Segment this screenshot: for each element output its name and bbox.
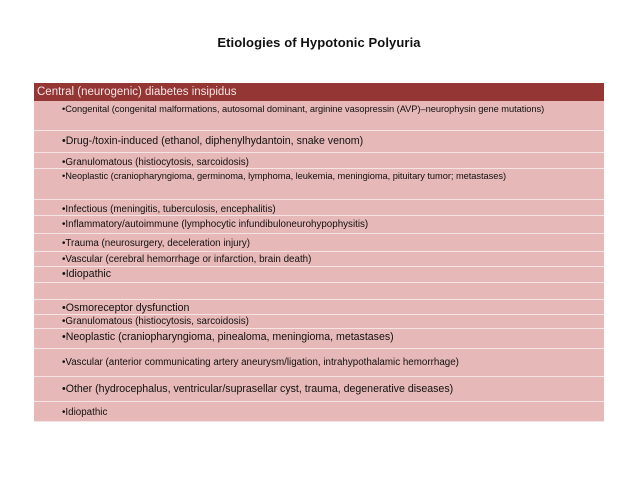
row-text: •Infectious (meningitis, tuberculosis, encephalitis) (62, 204, 276, 215)
row-text: •Vascular (anterior communicating artery aneurysm/ligation, intrahypothalamic hemorrhage) (62, 357, 459, 368)
row-text: •Other (hydrocephalus, ventricular/suprasellar cyst, trauma, degenerative diseases) (62, 383, 454, 395)
table-row (34, 169, 604, 200)
row-text: •Idiopathic (62, 407, 108, 418)
page-title: Etiologies of Hypotonic Polyuria (217, 35, 421, 50)
table-row (34, 200, 604, 216)
table-row (34, 349, 604, 377)
table-row (34, 252, 604, 267)
row-text: •Inflammatory/autoimmune (lymphocytic infundibuloneurohypophysitis) (62, 219, 369, 230)
row-text: •Congenital (congenital malformations, autosomal dominant, arginine vasopressin (AVP)–neurophysin gene mutations) (62, 104, 545, 114)
row-text: •Drug-/toxin-induced (ethanol, diphenylhydantoin, snake venom) (62, 135, 364, 147)
row-text: •Neoplastic (craniopharyngioma, germinoma, lymphoma, leukemia, meningioma, pituitary tumor; metastases) (62, 171, 507, 181)
table-row (34, 377, 604, 402)
table-row (34, 101, 604, 131)
table-row (34, 234, 604, 252)
table-row-empty (34, 283, 604, 300)
row-text: •Granulomatous (histiocytosis, sarcoidosis) (62, 316, 249, 327)
table-row (34, 153, 604, 169)
table-row (34, 300, 604, 315)
row-text: •Idiopathic (62, 268, 112, 280)
table-row (34, 267, 604, 283)
row-text: •Neoplastic (craniopharyngioma, pinealoma, meningioma, metastases) (62, 331, 394, 343)
row-text: •Osmoreceptor dysfunction (62, 302, 190, 314)
table-row (34, 315, 604, 329)
table-row (34, 402, 604, 422)
row-text: •Granulomatous (histiocytosis, sarcoidosis) (62, 157, 249, 168)
table-row (34, 216, 604, 234)
table-header: Central (neurogenic) diabetes insipidus (34, 83, 604, 101)
etiology-table (34, 83, 604, 422)
row-text: •Trauma (neurosurgery, deceleration injury) (62, 238, 251, 249)
table-row (34, 131, 604, 153)
table-row (34, 329, 604, 349)
row-text: •Vascular (cerebral hemorrhage or infarction, brain death) (62, 254, 312, 265)
